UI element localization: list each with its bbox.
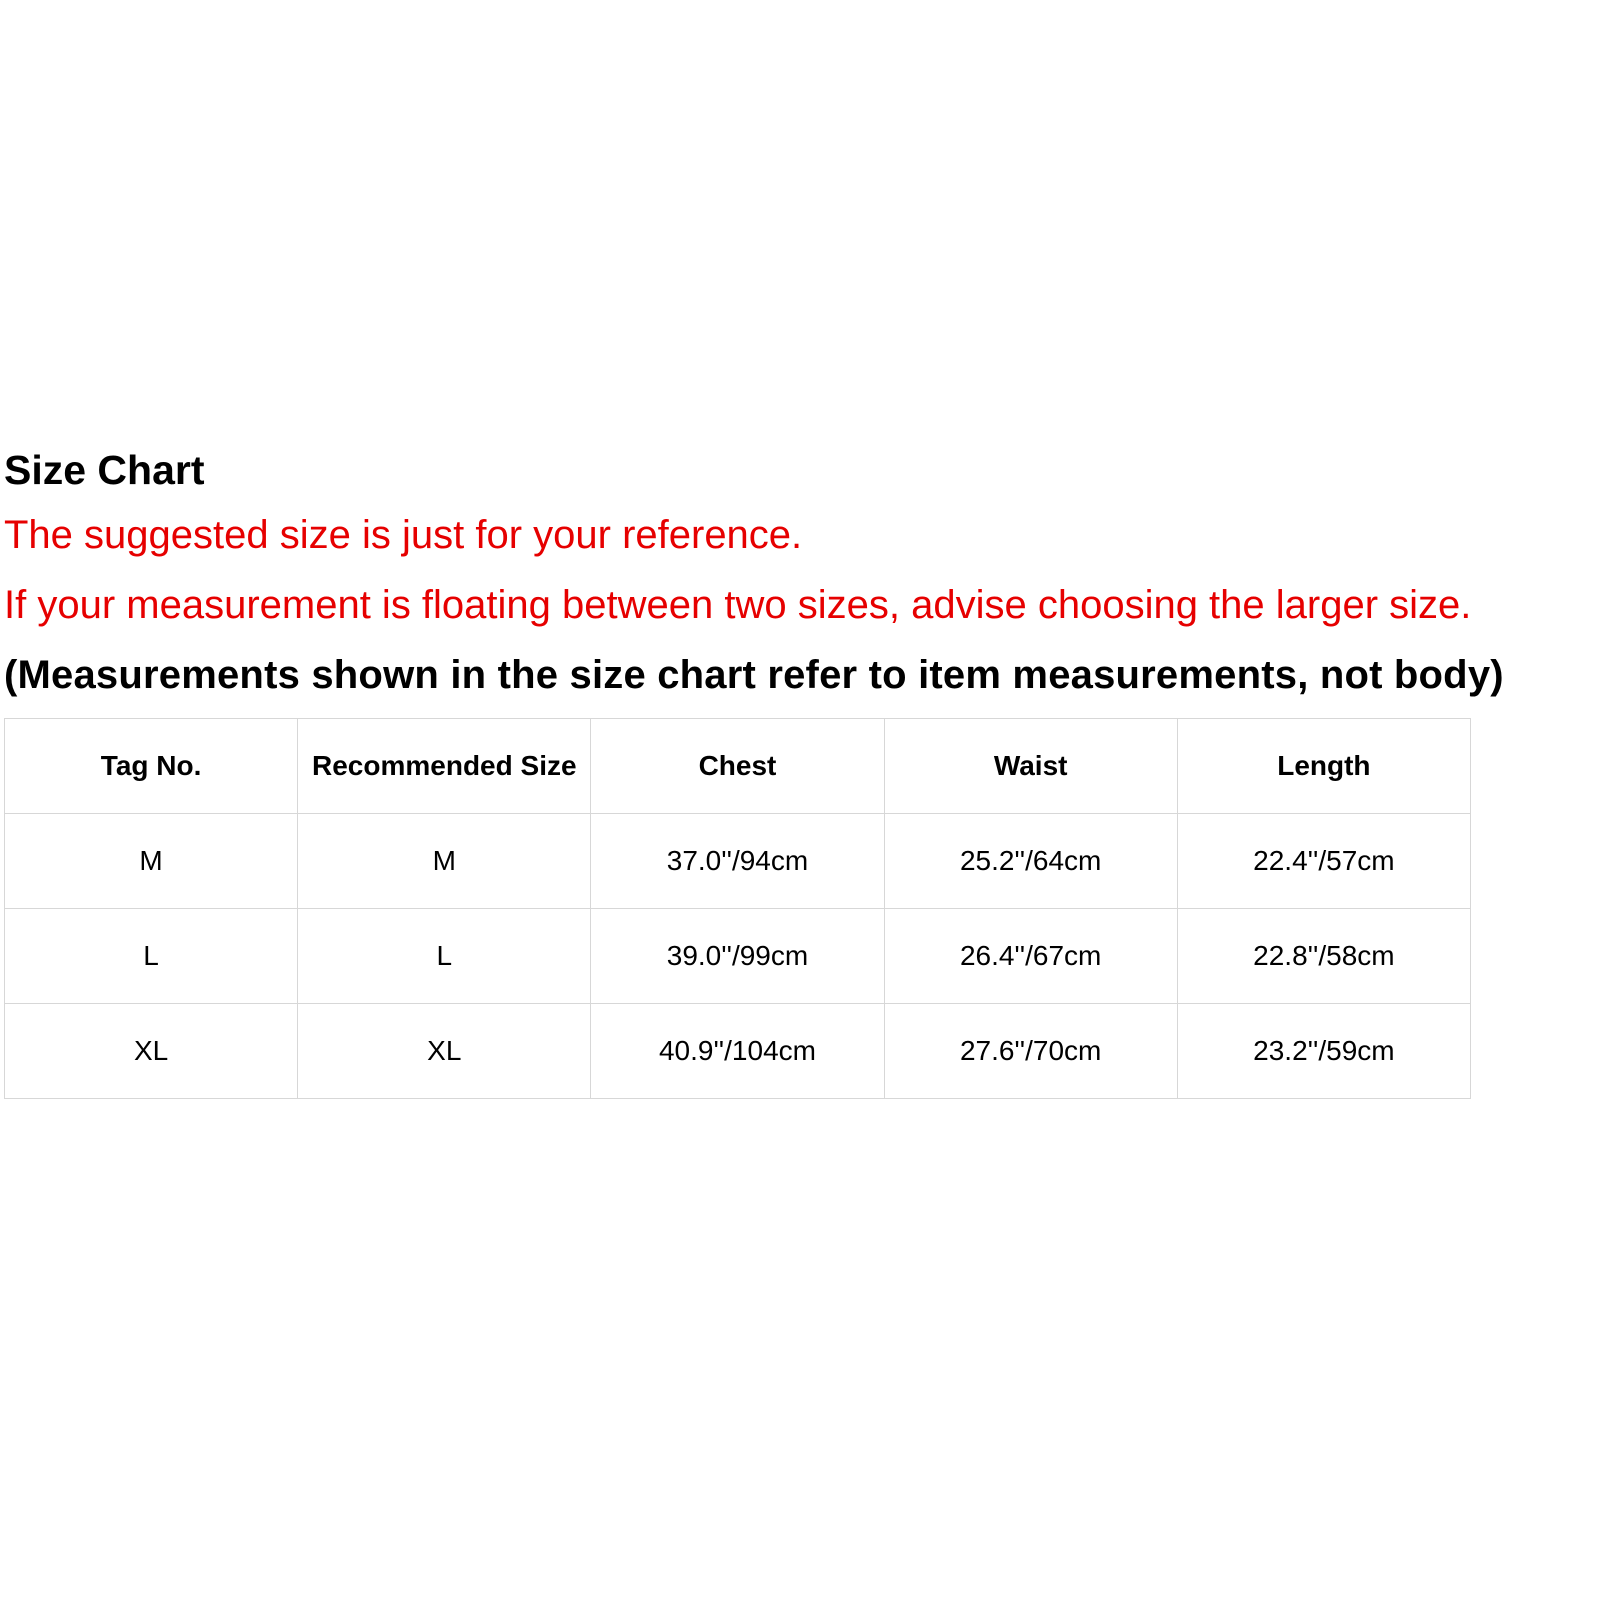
table-row — [5, 1004, 1471, 1099]
measurement-disclaimer: (Measurements shown in the size chart refer to item measurements, not body) — [4, 653, 1504, 697]
cell-length: 22.4''/57cm — [1177, 814, 1470, 909]
table-header-row — [5, 719, 1471, 814]
header-waist: Waist — [884, 719, 1177, 814]
size-table — [4, 718, 1471, 1099]
cell-length: 22.8''/58cm — [1177, 909, 1470, 1004]
cell-chest: 40.9''/104cm — [591, 1004, 884, 1099]
header-chest: Chest — [591, 719, 884, 814]
cell-chest: 39.0''/99cm — [591, 909, 884, 1004]
reference-note: The suggested size is just for your reference. — [4, 513, 803, 557]
table-row — [5, 909, 1471, 1004]
page-title: Size Chart — [4, 447, 205, 493]
cell-recommended-size: XL — [298, 1004, 591, 1099]
header-length: Length — [1177, 719, 1470, 814]
cell-tag-no: L — [5, 909, 298, 1004]
cell-chest: 37.0''/94cm — [591, 814, 884, 909]
header-tag-no: Tag No. — [5, 719, 298, 814]
cell-recommended-size: L — [298, 909, 591, 1004]
table-row — [5, 814, 1471, 909]
cell-waist: 26.4''/67cm — [884, 909, 1177, 1004]
cell-waist: 25.2''/64cm — [884, 814, 1177, 909]
cell-recommended-size: M — [298, 814, 591, 909]
cell-waist: 27.6''/70cm — [884, 1004, 1177, 1099]
header-recommended-size: Recommended Size — [298, 719, 591, 814]
larger-size-advice: If your measurement is floating between two sizes, advise choosing the larger size. — [4, 583, 1472, 627]
cell-tag-no: XL — [5, 1004, 298, 1099]
cell-tag-no: M — [5, 814, 298, 909]
size-chart-section — [4, 440, 1600, 1099]
cell-length: 23.2''/59cm — [1177, 1004, 1470, 1099]
